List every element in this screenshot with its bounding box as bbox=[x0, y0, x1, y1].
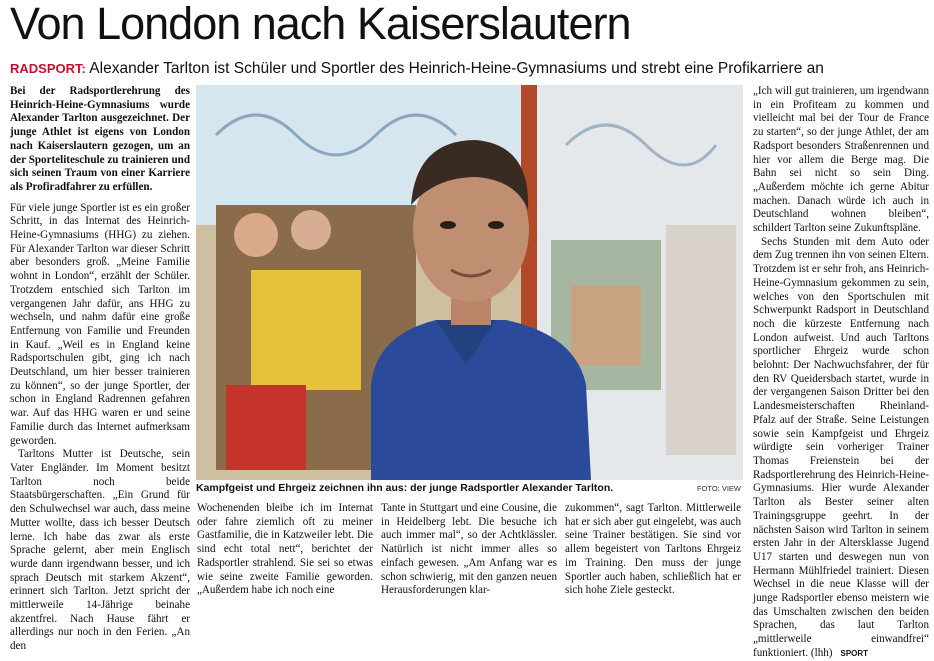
photo-caption bbox=[196, 482, 743, 496]
article-column-5 bbox=[753, 85, 929, 661]
body-paragraph: „Ich will gut trainieren, um irgendwann in ein Profiteam zu kommen und vielleicht mal bei der Tour de France zu starten“, so der junge Athlet, der am Radsport besonders Straßenrennen und hier vor allem die Berge mag. Die Bahn sei nicht so sein Ding. „Außerdem möchte ich gerne Abitur machen. Danach würde ich auch in Deutschland wohnen bleiben“, schildert Tarlton seine Zukunftspläne. bbox=[753, 85, 930, 235]
article-column-4 bbox=[565, 502, 741, 598]
section-tag: SPORT bbox=[840, 648, 869, 658]
article-column-3 bbox=[381, 502, 557, 598]
body-paragraph-text: Sechs Stunden mit dem Auto oder dem Zug trennen ihn von seinen Eltern. Trotzdem ist er sehr froh, ans Heinrich-Heine-Gymnasium gekommen zu sein, welches von den Sportschulen mit Schwerpunkt Radsport in Deutschland noch die kürzeste Entfernung nach London aufweist. Und auch Tarltons sportlicher Ehrgeiz wurde schon belohnt: Der Nachwuchsfahrer, der für den RV Queidersbach startet, wurde in der vergangenen Saison Dritter bei den Landesmeisterschaften Rheinland-Pfalz auf der Straße. Seine Leistungen sowie sein Kampfgeist und Ehrgeiz würdigte sein vorheriger Trainer Thomas Freienstein bei der Radsportlerehrung des Heinrich-Heine-Gymnasiums. Hier wurde Alexander Tarlton als Bester seiner alten Trainingsgruppe geehrt. In der nächsten Saison wird Tarlton in seinem ersten Jahr in der Altersklasse Jugend U17 starten und deswegen nun von Hermann Mühlfriedel trainiert. Diesen Wechsel in die neue Klasse will der junge Radsportler ebenso meistern wie das Umschalten zwischen den beiden Sprachen, das laut Tarlton „mittlerweile einwandfrei“ funktioniert. (lhh) bbox=[753, 235, 929, 659]
photo-credit: FOTO: VIEW bbox=[696, 484, 741, 493]
body-paragraph bbox=[753, 236, 929, 661]
body-paragraph: zukommen“, sagt Tarlton. Mittlerweile hat er sich aber gut eingelebt, was auch seine Trainer bestätigen. Sie sind vor allem begeistert von Tarltons Ehrgeiz im Training. Den muss der junge Sportler auch haben, schließlich hat er sich hohe Ziele gesteckt. bbox=[565, 502, 741, 597]
article-column-2 bbox=[197, 502, 373, 598]
section-kicker: RADSPORT: bbox=[10, 61, 86, 76]
body-paragraph: Wochenenden bleibe ich im Internat oder fahre ziemlich oft zu meiner Gastfamilie, die in Katzweiler lebt. Die sind echt total nett“, berichtet der Radsportler strahlend. Sie sei so etwas wie seine zweite Familie geworden. „Außerdem habe ich noch eine bbox=[197, 502, 373, 597]
headline: Von London nach Kaiserslautern bbox=[10, 0, 631, 49]
body-paragraph: Tarltons Mutter ist Deutsche, sein Vater Engländer. Im Moment besitzt Tarlton noch beide Staatsbürgerschaften. „Ein Grund für den Schulwechsel war auch, dass meine Mutter wollte, dass ich besser Deutsch lerne. Ich habe das zwar als erste Sprache gelernt, aber mein Englisch wurde dann irgendwann besser, und ich sprach Deutsch mit starkem Akzent“, erinnert sich Tarlton. Jetzt spricht der mittlerweile 14-Jährige beinahe akzentfrei. Nach Hause fährt er allerdings nur noch in den Ferien. „An den bbox=[10, 448, 190, 653]
subheadline bbox=[10, 60, 930, 78]
body-paragraph: Tante in Stuttgart und eine Cousine, die in Heidelberg lebt. Die besuche ich auch immer mal“, so der Achtklässler. Natürlich ist nicht immer alles so einfach gewesen. „Am Anfang war es schon schwierig, mit den ganzen neuen Herausforderungen klar- bbox=[381, 502, 557, 597]
subheadline-text: Alexander Tarlton ist Schüler und Sportler des Heinrich-Heine-Gymnasiums und strebt eine Profikarriere an bbox=[89, 60, 824, 77]
article-column-1 bbox=[10, 85, 190, 654]
caption-text: Kampfgeist und Ehrgeiz zeichnen ihn aus: der junge Radsportler Alexander Tarlton. bbox=[196, 482, 614, 494]
lead-paragraph: Bei der Radsportlerehrung des Heinrich-Heine-Gymnasiums wurde Alexander Tarlton ausgezeichnet. Der junge Athlet ist eigens von London nach Kaiserslautern gezogen, um an der Sporteliteschule zu trainieren und sich seinen Traum von einer Karriere als Profiradfahrer zu erfüllen. bbox=[10, 85, 190, 193]
photo-illustration bbox=[196, 85, 743, 480]
article-photo bbox=[196, 85, 743, 480]
body-paragraph: Für viele junge Sportler ist es ein großer Schritt, in das Internat des Heinrich-Heine-Gymnasiums (HHG) zu ziehen. Für Alexander Tarlton war dieser Schritt aber besonders groß. „Meine Familie wohnt in London“, erzählt der Schüler. Trotzdem entschied sich Tarlton im vergangenen Jahr dafür, ans HHG zu wechseln, und nahm dafür eine große Entfernung von Familie und Freunden in Kauf. „Weil es in England keine Radsportschulen gibt, ging ich nach Deutschland, um hier besser trainieren zu können“, so der junge Sportler, der schon in England Radrennen gefahren war. Auf das HHG waren er und seine Familie durch das Internet aufmerksam geworden. bbox=[10, 201, 190, 447]
